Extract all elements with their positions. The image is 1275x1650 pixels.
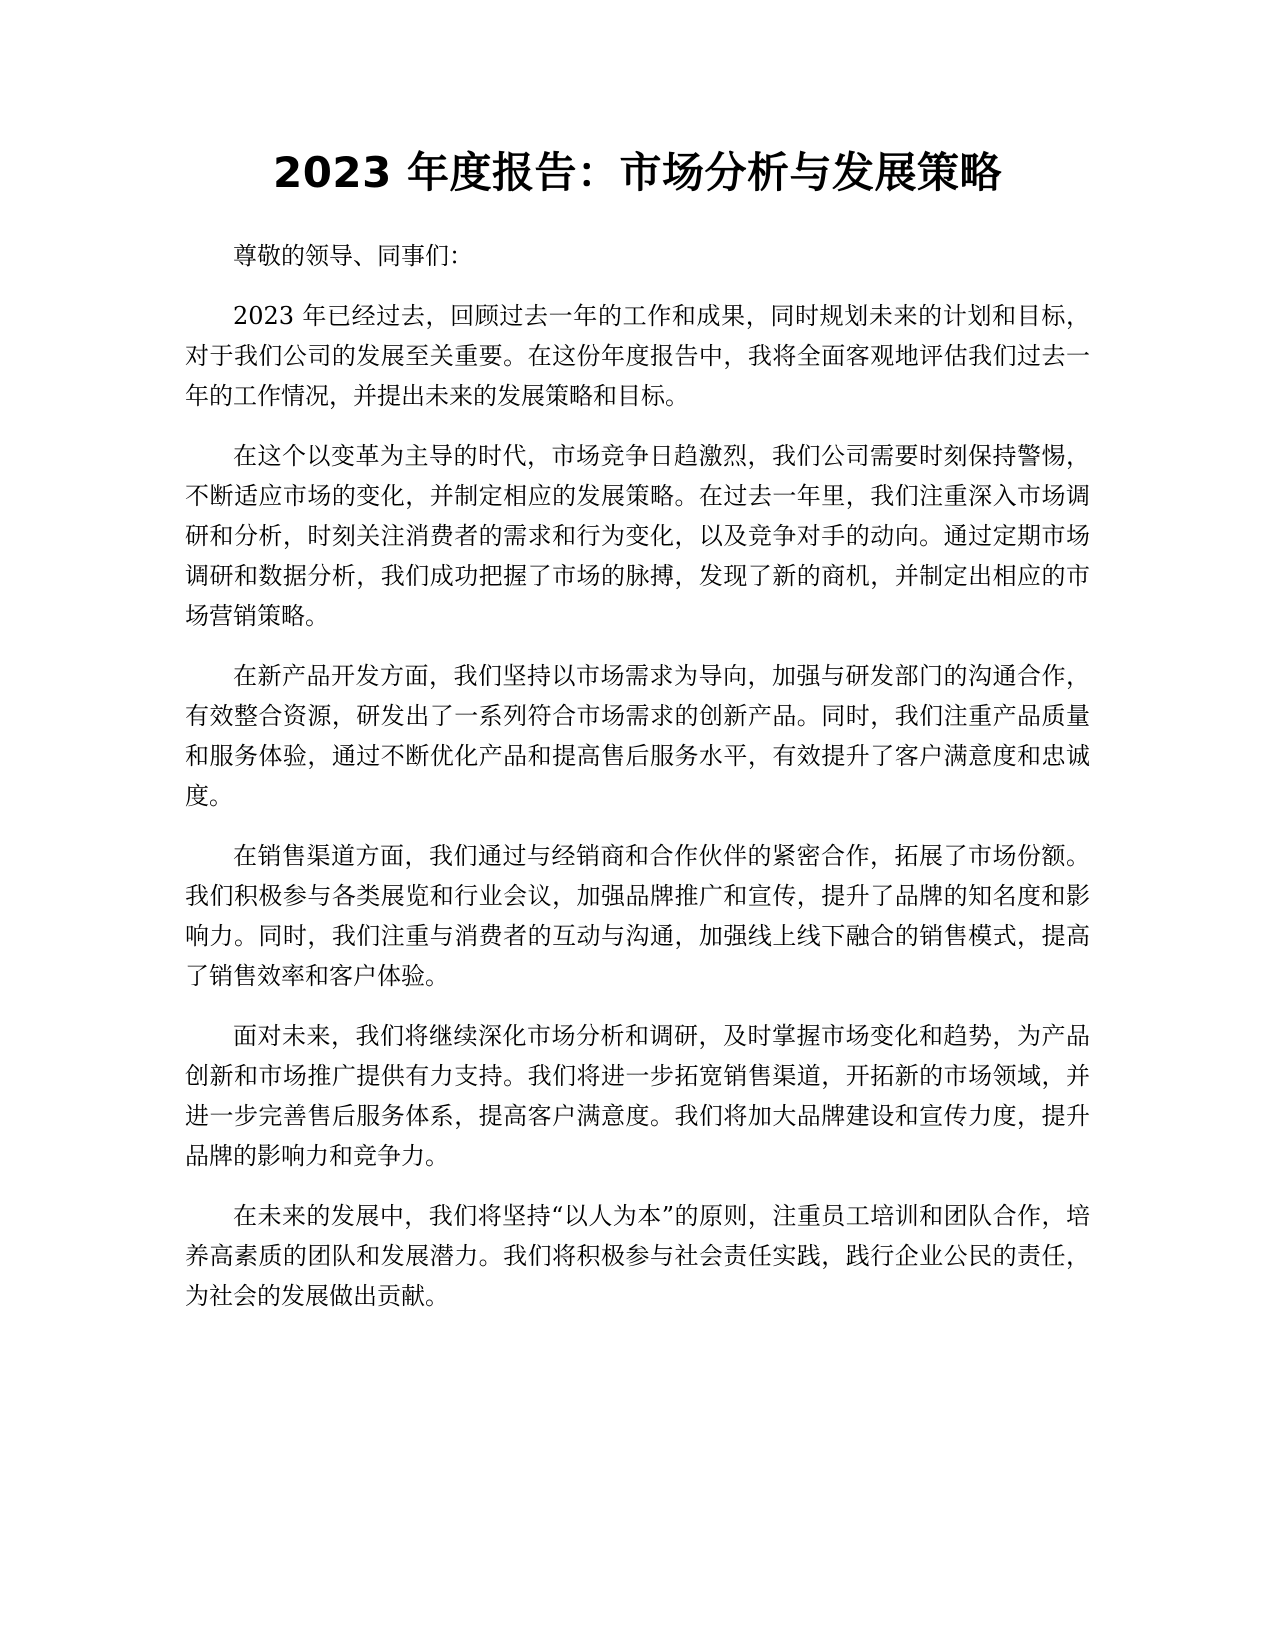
future-plan-paragraph: 面对未来，我们将继续深化市场分析和调研，及时掌握市场变化和趋势，为产品创新和市场推广提供有力支持。我们将进一步拓宽销售渠道，开拓新的市场领域，并进一步完善售后服务体系，提高客户满意度。我们将加大品牌建设和宣传力度，提升品牌的影响力和竞争力。 <box>185 1022 1090 1170</box>
people-responsibility-paragraph: 在未来的发展中，我们将坚持“以人为本”的原则，注重员工培训和团队合作，培养高素质的团队和发展潜力。我们将积极参与社会责任实践，践行企业公民的责任，为社会的发展做出贡献。 <box>185 1202 1090 1310</box>
intro-paragraph: 2023 年已经过去，回顾过去一年的工作和成果，同时规划未来的计划和目标，对于我们公司的发展至关重要。在这份年度报告中，我将全面客观地评估我们过去一年的工作情况，并提出未来的发展策略和目标。 <box>185 302 1090 410</box>
sales-channel-paragraph: 在销售渠道方面，我们通过与经销商和合作伙伴的紧密合作，拓展了市场份额。我们积极参与各类展览和行业会议，加强品牌推广和宣传，提升了品牌的知名度和影响力。同时，我们注重与消费者的互动与沟通，加强线上线下融合的销售模式，提高了销售效率和客户体验。 <box>185 842 1090 990</box>
market-analysis-paragraph: 在这个以变革为主导的时代，市场竞争日趋激烈，我们公司需要时刻保持警惕，不断适应市场的变化，并制定相应的发展策略。在过去一年里，我们注重深入市场调研和分析，时刻关注消费者的需求和行为变化，以及竞争对手的动向。通过定期市场调研和数据分析，我们成功把握了市场的脉搏，发现了新的商机，并制定出相应的市场营销策略。 <box>185 442 1090 630</box>
document-body <box>185 236 1090 1336</box>
greeting-paragraph: 尊敬的领导、同事们： <box>233 242 473 270</box>
document-title: 2023 年度报告：市场分析与发展策略 <box>272 148 1003 197</box>
product-development-paragraph: 在新产品开发方面，我们坚持以市场需求为导向，加强与研发部门的沟通合作，有效整合资源，研发出了一系列符合市场需求的创新产品。同时，我们注重产品质量和服务体验，通过不断优化产品和提高售后服务水平，有效提升了客户满意度和忠诚度。 <box>185 662 1090 810</box>
